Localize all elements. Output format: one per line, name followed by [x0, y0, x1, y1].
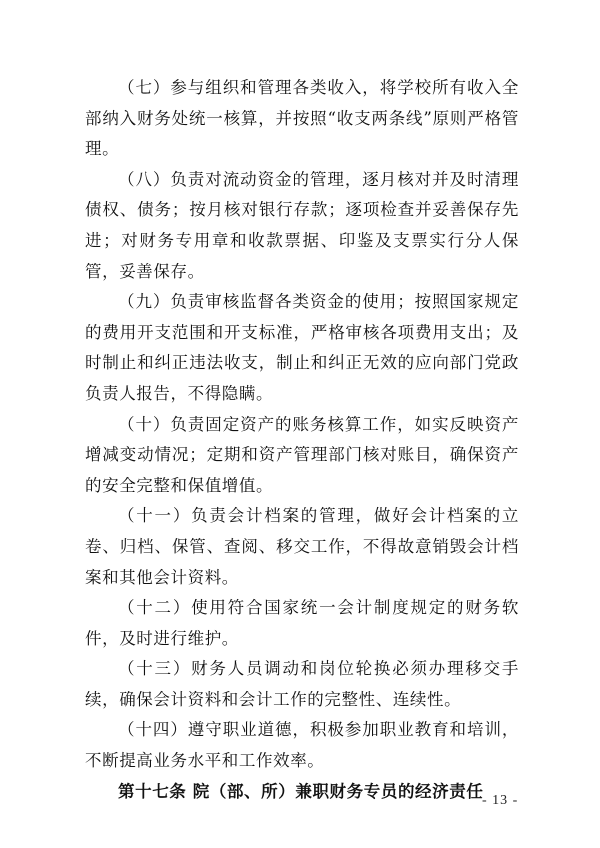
paragraph-9: （九）负责审核监督各类资金的使用；按照国家规定的费用开支范围和开支标准，严格审核各项费用支出；及时制止和纠正违法收支，制止和纠正无效的应向部门党政负责人报告，不得隐瞒。: [85, 292, 519, 403]
article-heading: 第十七条 院（部、所）兼职财务专员的经济责任: [118, 781, 484, 801]
paragraph-7: （七）参与组织和管理各类收入，将学校所有收入全部纳入财务处统一核算，并按照“收支两条线”原则严格管理。: [85, 78, 519, 159]
paragraph-14: （十四）遵守职业道德，积极参加职业教育和培训，不断提高业务水平和工作效率。: [85, 720, 519, 771]
paragraph-11: （十一）负责会计档案的管理，做好会计档案的立卷、归档、保管、查阅、移交工作，不得故意销毁会计档案和其他会计资料。: [85, 506, 519, 587]
page-body: [85, 73, 519, 807]
paragraph-8: （八）负责对流动资金的管理，逐月核对并及时清理债权、债务；按月核对银行存款；逐项检查并妥善保存先进；对财务专用章和收款票据、印鉴及支票实行分人保管，妥善保存。: [85, 169, 519, 281]
page-number: - 13 -: [482, 793, 519, 808]
paragraph-13: （十三）财务人员调动和岗位轮换必须办理移交手续，确保会计资料和会计工作的完整性、连续性。: [85, 659, 519, 709]
paragraph-10: （十）负责固定资产的账务核算工作，如实反映资产增减变动情况；定期和资产管理部门核对账目，确保资产的安全完整和保值增值。: [85, 414, 519, 495]
paragraph-12: （十二）使用符合国家统一会计制度规定的财务软件，及时进行维护。: [85, 598, 519, 648]
